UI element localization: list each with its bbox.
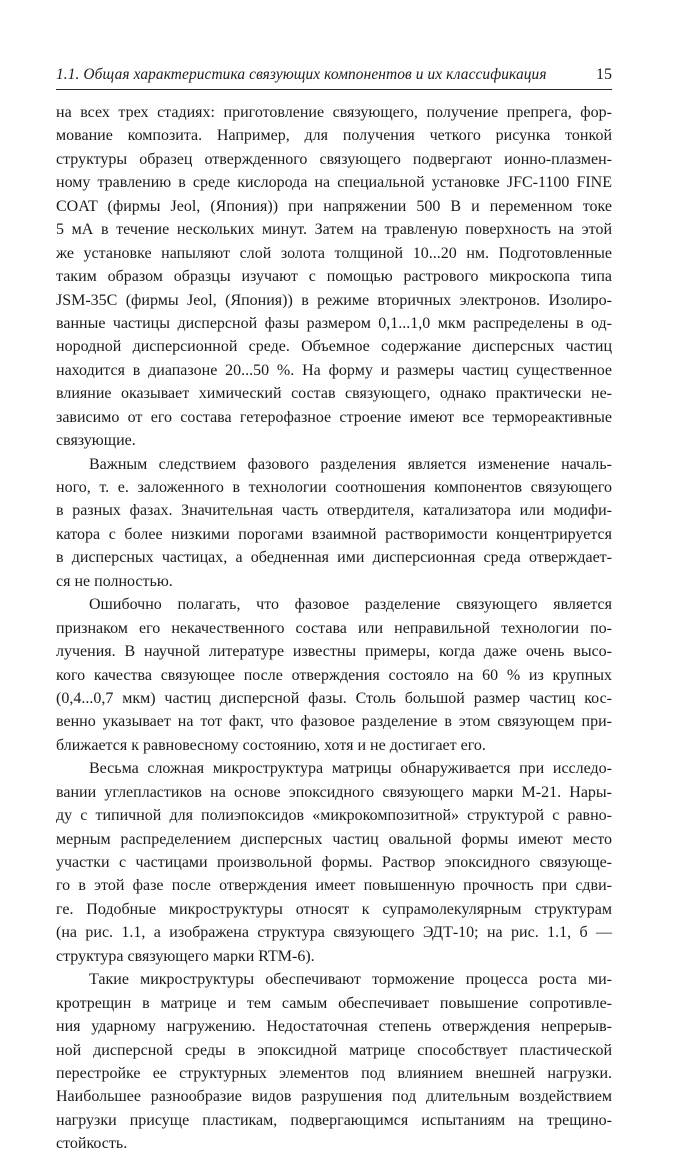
text-line: ной дисперсной среды в эпоксидной матрице способствует пластической <box>56 1041 612 1059</box>
text-line: мерным распределением дисперсных частиц овальной формы имеют место <box>56 830 612 848</box>
text-line: же установке напыляют слой золота толщиной 10...20 нм. Подготовленные <box>56 244 612 262</box>
text-line: ге. Подобные микроструктуры относят к супрамолекулярным структурам <box>56 900 612 918</box>
text-line: находится в диапазоне 20...50 %. На форму и размеры частиц существенное <box>56 361 612 379</box>
text-line: Важным следствием фазового разделения является изменение началь- <box>89 455 612 473</box>
text-line: кого качества связующее после отверждения состояло на 60 % из крупных <box>56 666 612 684</box>
text-line: ближается к равновесному состоянию, хотя и не достигает его. <box>56 736 486 754</box>
running-header <box>56 66 612 88</box>
paragraph <box>56 757 612 968</box>
text-line: венно указывает на тот факт, что фазовое разделение в этом связующем при- <box>56 713 612 731</box>
text-line: JSM-35C (фирмы Jeol, (Япония)) в режиме вторичных электронов. Изолиро- <box>56 291 612 309</box>
paragraph <box>56 968 612 1156</box>
text-line: (на рис. 1.1, а изображена структура связующего ЭДТ-10; на рис. 1.1, б — <box>56 924 612 942</box>
text-line: кротрещин в матрице и тем самым обеспечивает повышение сопротивле- <box>56 994 612 1012</box>
text-line: влияние оказывает химический состав связующего, однако практически не- <box>56 385 612 403</box>
text-line: Весьма сложная микроструктура матрицы обнаруживается при исследо- <box>89 760 612 778</box>
text-line: мование композита. Например, для получения четкого рисунка тонкой <box>56 127 612 145</box>
text-line: (0,4...0,7 мкм) частиц дисперсной фазы. Столь большой размер частиц кос- <box>56 689 612 707</box>
text-line: ванные частицы дисперсной фазы размером 0,1...1,0 мкм распределены в од- <box>56 314 612 332</box>
page-number: 15 <box>596 66 612 83</box>
text-line: лучения. В научной литературе известны примеры, когда даже очень высо- <box>56 643 612 661</box>
text-line: Такие микроструктуры обеспечивают торможение процесса роста ми- <box>89 971 612 989</box>
text-line: ному травлению в среде кислорода на специальной установке JFC-1100 FINE <box>56 174 612 192</box>
text-line: ного, т. е. заложенного в технологии соотношения компонентов связующего <box>56 479 612 496</box>
paragraph <box>56 101 612 453</box>
text-line: таким образом образцы изучают с помощью растрового микроскопа типа <box>56 268 612 286</box>
text-line: на всех трех стадиях: приготовление связующего, получение препрега, фор- <box>56 104 612 121</box>
body-text <box>56 101 612 1156</box>
header-title: 1.1. Общая характеристика связующих компонентов и их классификация <box>56 66 547 83</box>
text-line: COAT (фирмы Jeol, (Япония)) при напряжении 500 В и переменном токе <box>56 197 612 215</box>
text-line: Ошибочно полагать, что фазовое разделение связующего является <box>89 596 612 614</box>
text-line: стойкость. <box>56 1135 128 1153</box>
text-line: ду с типичной для полиэпоксидов «микрокомпозитной» структурой с равно- <box>56 807 612 825</box>
text-line: го в этой фазе после отверждения имеет повышенную прочность при сдви- <box>56 877 612 895</box>
header-rule <box>56 89 612 90</box>
text-line: ся не полностью. <box>56 572 173 590</box>
text-line: участки с частицами произвольной формы. Раствор эпоксидного связующе- <box>56 854 612 871</box>
text-line: катора с более низкими порогами взаимной растворимости концентрируется <box>56 525 612 543</box>
paragraph <box>56 593 612 757</box>
text-line: структуры образец отвержденного связующего подвергают ионно-плазмен- <box>56 150 612 168</box>
text-line: ния ударному нагружению. Недостаточная степень отверждения непрерыв- <box>56 1018 612 1036</box>
text-line: Наибольшее разнообразие видов разрушения под длительным воздействием <box>56 1088 612 1106</box>
text-line: нородной дисперсионной среде. Объемное содержание дисперсных частиц <box>56 338 612 356</box>
text-line: вании углепластиков на основе эпоксидного связующего марки М-21. Нары- <box>56 783 612 801</box>
text-line: перестройке ее структурных элементов под влиянием внешней нагрузки. <box>56 1064 612 1082</box>
text-line: в дисперсных частицах, а обедненная ими дисперсионная среда отверждает- <box>56 549 612 567</box>
paragraph <box>56 453 612 594</box>
text-line: 5 мА в течение нескольких минут. Затем на травленую поверхность на этой <box>56 221 612 239</box>
text-line: нагрузки присуще пластикам, подвергающимся испытаниям на трещино- <box>56 1111 612 1129</box>
text-line: связующие. <box>56 432 136 450</box>
text-line: в разных фазах. Значительная часть отвердителя, катализатора или модифи- <box>56 502 612 520</box>
text-line: структура связующего марки RTM-6). <box>56 947 315 965</box>
text-line: зависимо от его состава гетерофазное строение имеют все термореактивные <box>56 408 612 426</box>
text-line: признаком его некачественного состава или неправильной технологии по- <box>56 619 612 637</box>
